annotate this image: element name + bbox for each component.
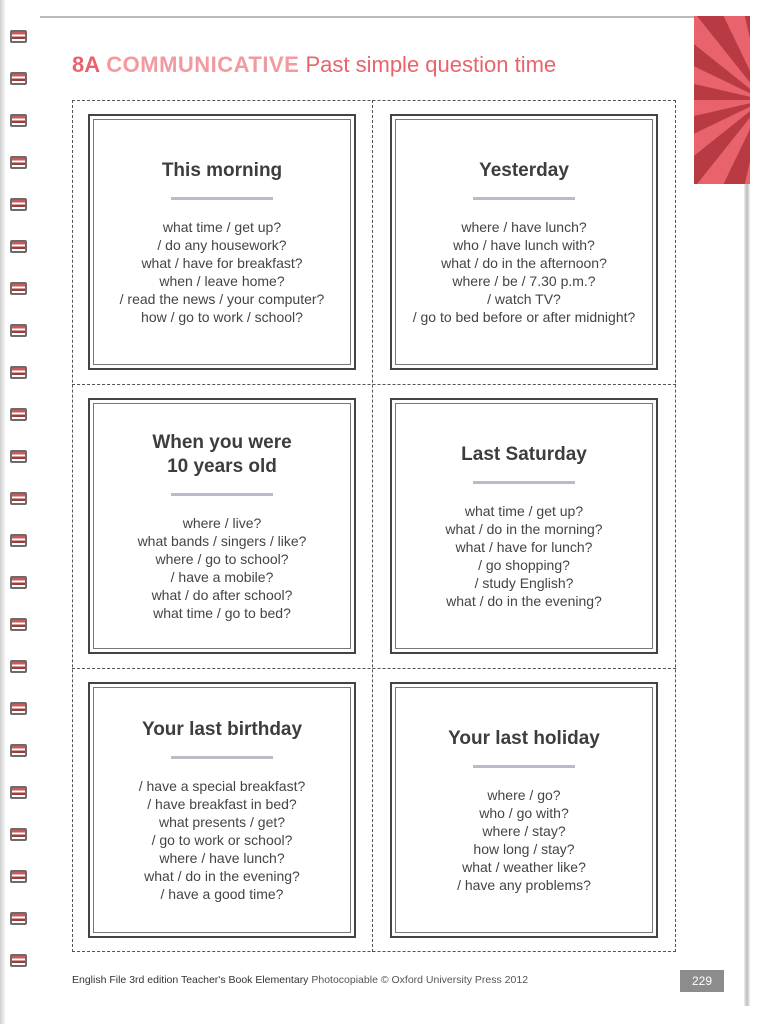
vertical-cut-line xyxy=(372,100,373,952)
binding-ring xyxy=(10,660,27,673)
binding-ring xyxy=(10,912,27,925)
question-line: / go shopping? xyxy=(478,556,570,573)
question-line: what bands / singers / like? xyxy=(137,532,307,549)
question-line: / read the news / your computer? xyxy=(119,290,325,307)
question-line: what / do in the afternoon? xyxy=(441,254,607,271)
card-title: When you were 10 years old xyxy=(152,431,292,477)
question-line: where / be / 7.30 p.m.? xyxy=(452,272,596,289)
question-line: / have breakfast in bed? xyxy=(147,795,297,812)
question-line: what time / get up? xyxy=(464,502,584,519)
question-line: who / have lunch with? xyxy=(453,236,595,253)
card-your-last-holiday xyxy=(390,682,658,938)
question-line: / go to bed before or after midnight? xyxy=(412,308,636,325)
card-divider xyxy=(171,493,273,496)
page-edge-shadow xyxy=(0,0,6,1024)
page-header xyxy=(72,52,556,78)
question-line: what / weather like? xyxy=(462,858,586,875)
card-questions xyxy=(139,777,306,903)
binding-ring xyxy=(10,30,27,43)
card-your-last-birthday xyxy=(88,682,356,938)
question-line: / watch TV? xyxy=(487,290,561,307)
binding-ring xyxy=(10,492,27,505)
card-last-saturday xyxy=(390,398,658,654)
binding-ring xyxy=(10,534,27,547)
question-line: who / go with? xyxy=(479,804,569,821)
page-number: 229 xyxy=(680,970,724,992)
question-line: how long / stay? xyxy=(473,840,575,857)
binding-ring xyxy=(10,786,27,799)
question-line: where / go? xyxy=(487,786,561,803)
card-divider xyxy=(171,197,273,200)
card-divider xyxy=(171,756,273,759)
card-title: This morning xyxy=(161,159,283,181)
question-line: what time / get up? xyxy=(162,218,282,235)
card-when-you-were-10 xyxy=(88,398,356,654)
binding-ring xyxy=(10,954,27,967)
question-line: where / live? xyxy=(182,514,262,531)
binding-ring xyxy=(10,156,27,169)
top-page-edge xyxy=(40,16,740,18)
binding-ring xyxy=(10,324,27,337)
question-line: what / do after school? xyxy=(151,586,293,603)
card-title: Yesterday xyxy=(479,159,569,181)
binding-ring xyxy=(10,618,27,631)
question-line: / have a good time? xyxy=(160,885,284,902)
binding-ring xyxy=(10,282,27,295)
binding-ring xyxy=(10,744,27,757)
binding-ring xyxy=(10,828,27,841)
question-line: how / go to work / school? xyxy=(141,308,303,325)
question-line: what presents / get? xyxy=(158,813,286,830)
card-questions xyxy=(120,218,325,326)
card-questions xyxy=(445,502,602,610)
question-line: / do any housework? xyxy=(157,236,287,253)
question-line: what / have for breakfast? xyxy=(141,254,303,271)
card-divider xyxy=(473,765,575,768)
question-line: what / do in the evening? xyxy=(144,867,300,884)
card-questions xyxy=(457,786,591,894)
question-line: / have a special breakfast? xyxy=(138,777,306,794)
binding-ring xyxy=(10,240,27,253)
question-line: when / leave home? xyxy=(159,272,285,289)
question-line: where / have lunch? xyxy=(461,218,587,235)
unit-code: 8A xyxy=(72,52,101,77)
card-title: Your last birthday xyxy=(141,718,303,740)
card-questions xyxy=(138,514,307,622)
card-divider xyxy=(473,197,575,200)
sunburst-decoration xyxy=(694,16,750,184)
spiral-binding xyxy=(10,30,32,990)
binding-ring xyxy=(10,702,27,715)
question-line: what time / go to bed? xyxy=(153,604,291,621)
book-title: English File 3rd edition Teacher's Book Elementary xyxy=(72,974,309,986)
card-this-morning xyxy=(88,114,356,370)
card-title: Your last holiday xyxy=(448,727,600,749)
binding-ring xyxy=(10,450,27,463)
card-questions xyxy=(413,218,636,326)
binding-ring xyxy=(10,114,27,127)
question-line: what / do in the morning? xyxy=(445,520,603,537)
copyright-note: Photocopiable © Oxford University Press 2012 xyxy=(311,974,529,986)
card-yesterday xyxy=(390,114,658,370)
page-title: Past simple question time xyxy=(305,52,557,77)
horizontal-cut-line xyxy=(72,668,676,669)
binding-ring xyxy=(10,198,27,211)
card-title: Last Saturday xyxy=(461,443,587,465)
question-line: where / have lunch? xyxy=(159,849,285,866)
binding-ring xyxy=(10,72,27,85)
question-line: where / go to school? xyxy=(155,550,289,567)
question-line: what / have for lunch? xyxy=(455,538,593,555)
question-line: what / do in the evening? xyxy=(446,592,602,609)
section-label: COMMUNICATIVE xyxy=(106,52,300,77)
question-line: / have a mobile? xyxy=(170,568,274,585)
horizontal-cut-line xyxy=(72,384,676,385)
question-line: where / stay? xyxy=(482,822,566,839)
binding-ring xyxy=(10,408,27,421)
binding-ring xyxy=(10,576,27,589)
binding-ring xyxy=(10,870,27,883)
page-footer xyxy=(72,974,528,986)
question-line: / study English? xyxy=(474,574,574,591)
question-line: / have any problems? xyxy=(457,876,591,893)
binding-ring xyxy=(10,366,27,379)
card-divider xyxy=(473,481,575,484)
question-line: / go to work or school? xyxy=(151,831,293,848)
